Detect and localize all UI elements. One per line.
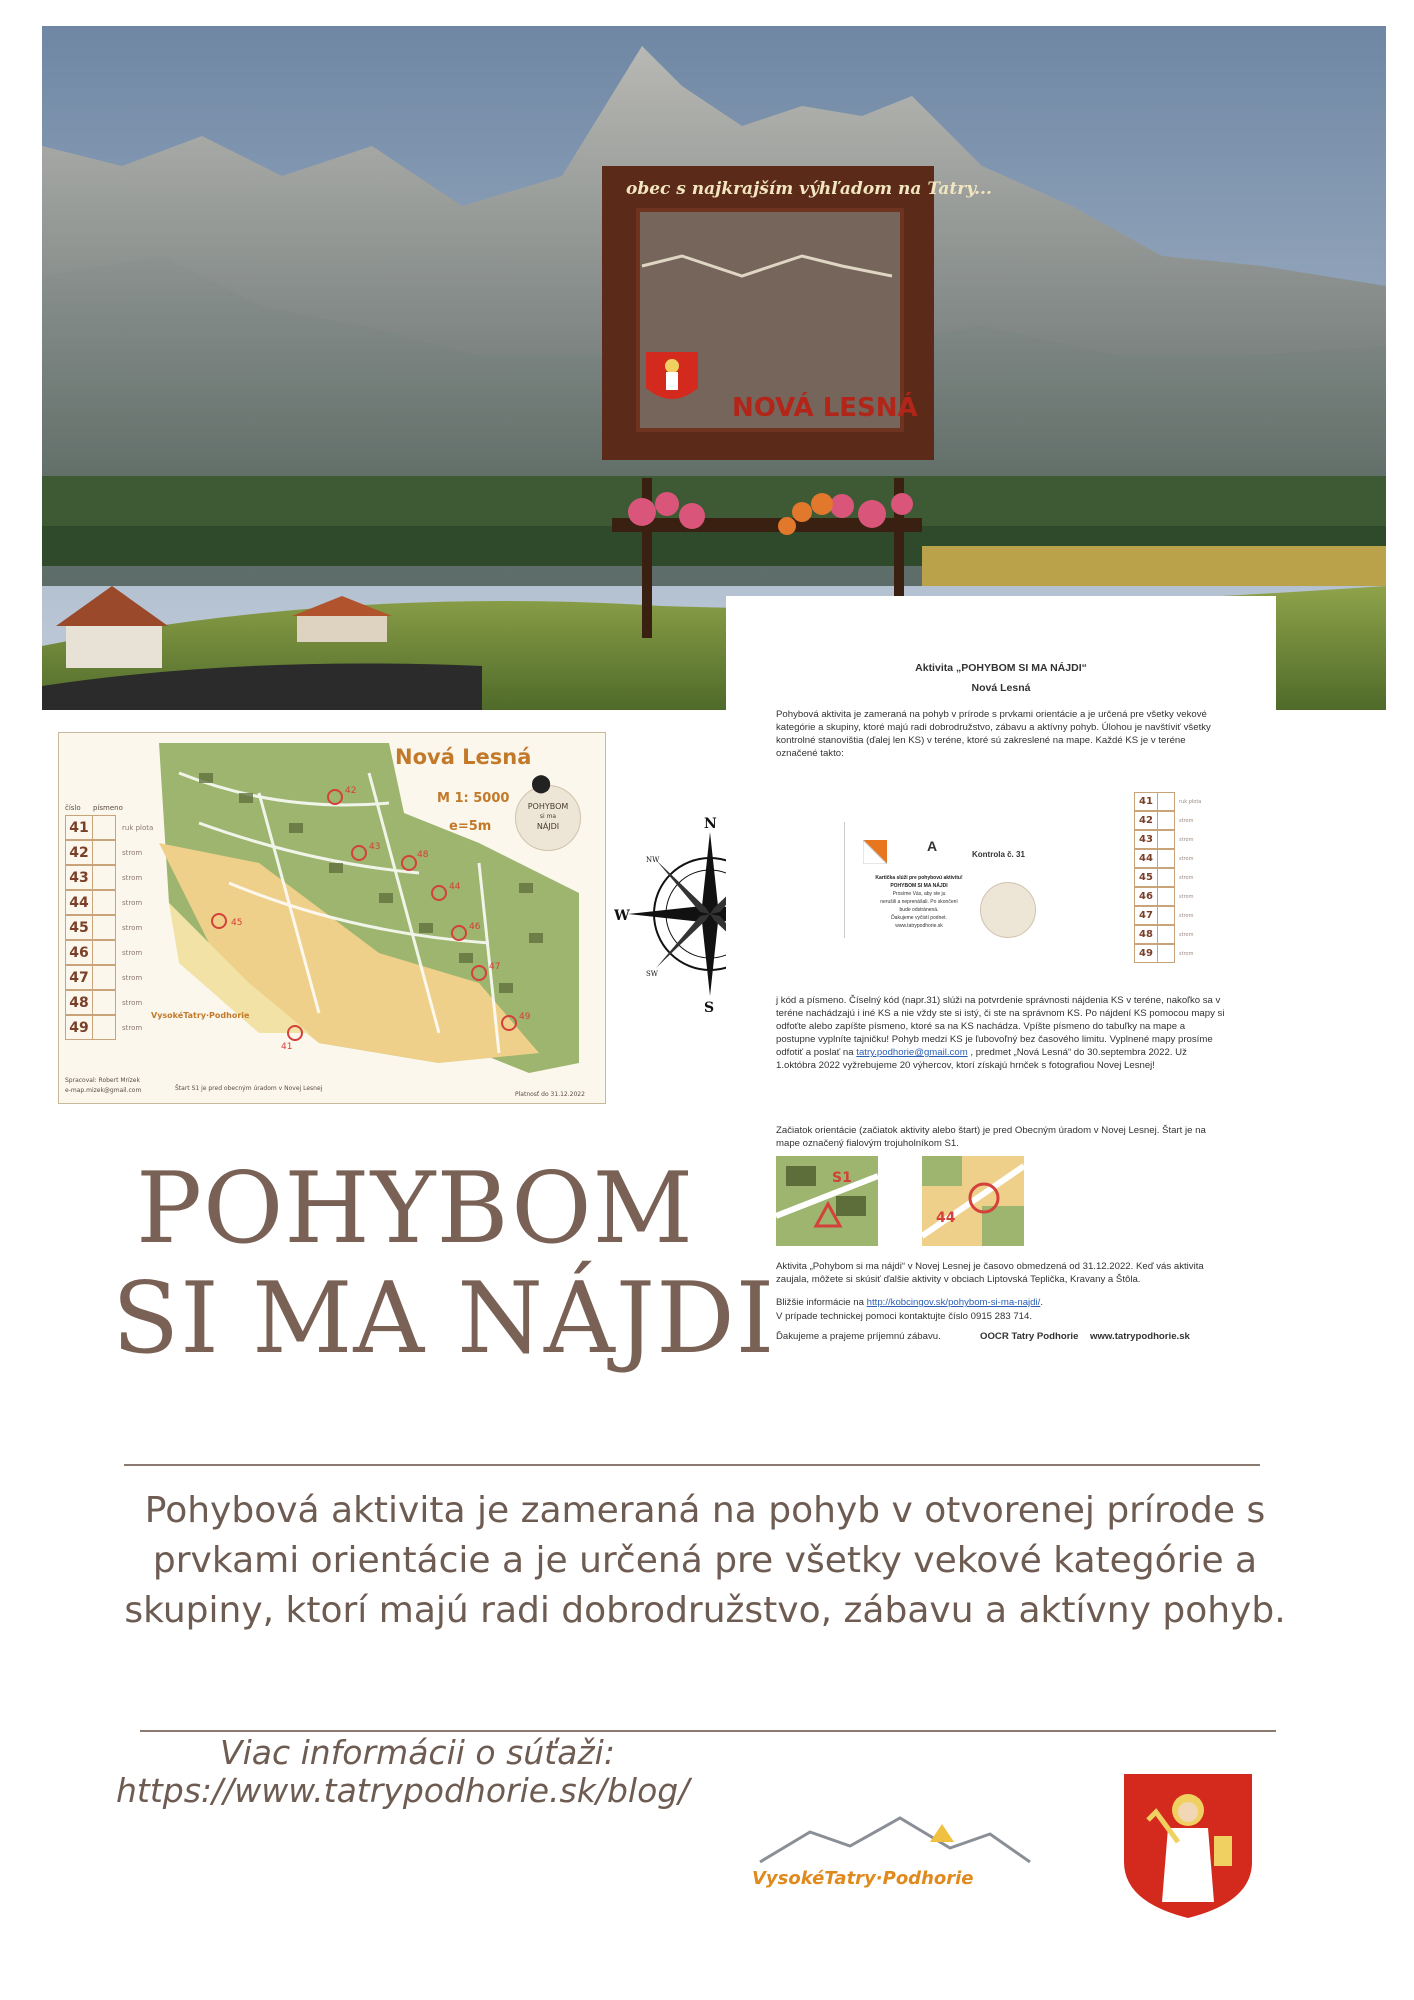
control-number: 49: [65, 1015, 93, 1040]
badge-line1: POHYBOM: [527, 802, 569, 811]
map-control-label: 44: [449, 882, 461, 892]
doc-control-number: 48: [1134, 925, 1158, 944]
control-description: ruk plota: [122, 823, 154, 832]
map-table-header-right: písmeno: [93, 804, 123, 812]
doc-table-row: [1134, 849, 1201, 868]
map-control-row: [65, 915, 153, 940]
doc-letter-box: [1158, 830, 1175, 849]
card-line2: POHYBOM SI MA NÁJDI: [890, 883, 948, 889]
map-control-row: [65, 890, 153, 915]
letter-box[interactable]: [93, 840, 116, 865]
control-number: 42: [65, 840, 93, 865]
map-control-row: [65, 1015, 153, 1040]
doc-email-link[interactable]: tatry.podhorie@gmail.com: [856, 1047, 968, 1058]
thumb2-label: 44: [936, 1210, 956, 1226]
map-table-header-left: číslo: [65, 804, 81, 812]
map-control-label: 43: [369, 842, 381, 852]
control-number: 43: [65, 865, 93, 890]
card-line1: Kartička slúži pre pohybovú aktivitu!: [875, 875, 963, 881]
doc-table-row: [1134, 811, 1201, 830]
divider-top: [124, 1464, 1260, 1466]
map-control-label: 42: [345, 786, 357, 796]
coat-of-arms-icon: [1122, 1772, 1254, 1920]
map-start-note: Štart S1 je pred obecným úradom v Novej Lesnej: [175, 1085, 323, 1092]
map-control-label: 45: [231, 918, 243, 928]
doc-letter-box: [1158, 906, 1175, 925]
card-line4: nerušili a neprenášali. Po skončení: [880, 899, 958, 905]
doc-control-number: 41: [1134, 792, 1158, 811]
sign-slogan: obec s najkrajším výhľadom na Tatry...: [626, 179, 992, 199]
control-description: strom: [122, 923, 143, 932]
map-control-row: [65, 865, 153, 890]
map-equidistance: e=5m: [449, 819, 492, 834]
doc-letter-box: [1158, 811, 1175, 830]
map-control-table: [65, 801, 153, 1040]
doc-letter-box: [1158, 925, 1175, 944]
doc-code-text: j kód a písmeno. Číselný kód (napr.31) slúži na potvrdenie správnosti nájdenia KS v teréne, nakoľko sa v teréne nachádzajú i iné KS a nie vždy ste si istý, či ste na správnom KS. Po nájdení KS pomocou mapy si odfoťte alebo zapíšte písmeno, ktoré sa na KS nachádza. Vpíšte písmeno do tabuľky na mape a postupne vyplníte tajničku! Pohyb medzi KS je ľubovoľný bez časového limitu. Vyplnené mapy prosíme odfotiť a poslať na tatry.podhorie@gmail.com , predmet „Nová Lesná“ do 30.septembra 2022. Už 1.októbra 2022 vyžrebujeme 20 výhercov, ktorí získajú hrnček s fotografiou Novej Lesnej!: [776, 995, 1225, 1071]
thumb1-label: S1: [832, 1170, 852, 1186]
divider-bottom: [140, 1730, 1276, 1732]
map-control-row: [65, 965, 153, 990]
doc-subtitle: Nová Lesná: [971, 682, 1031, 694]
orienteering-map: [58, 732, 606, 1104]
card-line6: Ďakujeme vyčistí podnet.: [891, 915, 947, 921]
doc-control-table: [1134, 792, 1201, 963]
map-title: Nová Lesná: [395, 745, 532, 769]
control-description: strom: [122, 873, 143, 882]
doc-start-thumbnail: [776, 1156, 878, 1246]
doc-badge: [980, 882, 1036, 938]
control-description: strom: [122, 848, 143, 857]
doc-table-row: [1134, 792, 1201, 811]
doc-table-row: [1134, 830, 1201, 849]
control-number: 41: [65, 815, 93, 840]
map-control-row: [65, 840, 153, 865]
map-control-label: 41: [281, 1042, 293, 1052]
doc-control-description: strom: [1179, 912, 1194, 919]
doc-letter-box: [1158, 792, 1175, 811]
map-control-label: 46: [469, 922, 481, 932]
letter-box[interactable]: [93, 915, 116, 940]
location-pin-icon: ⬤: [531, 773, 552, 794]
doc-letter-box: [1158, 849, 1175, 868]
control-description: strom: [122, 1023, 143, 1032]
lead-paragraph: Pohybová aktivita je zameraná na pohyb v otvorenej prírode s prvkami orientácie a je určená pre všetky vekové kategórie a skupiny, ktorí majú radi dobrodružstvo, zábavu a aktívny pohyb.: [124, 1490, 1286, 1631]
letter-box[interactable]: [93, 865, 116, 890]
doc-start-text: Začiatok orientácie (začiatok aktivity alebo štart) je pred Obecným úradom v Novej Lesnej. Štart je na mape označený fialovým trojuholníkom S1.: [776, 1125, 1206, 1149]
map-logo: VysokéTatry·Podhorie: [151, 1011, 250, 1020]
info-url[interactable]: https://www.tatrypodhorie.sk/blog/: [116, 1771, 690, 1810]
doc-control-thumbnail: [922, 1156, 1024, 1246]
doc-table-row: [1134, 887, 1201, 906]
map-control-row: [65, 815, 153, 840]
doc-control-number: 45: [1134, 868, 1158, 887]
card-line7: www.tatrypodhorie.sk: [895, 923, 943, 929]
sign-town-name: NOVÁ LESNÁ: [732, 393, 918, 423]
doc-control-number: 49: [1134, 944, 1158, 963]
compass-south-label: S: [704, 1000, 715, 1012]
vysoke-tatry-podhorie-logo: [750, 1812, 1040, 1902]
doc-control-number: 47: [1134, 906, 1158, 925]
map-author: Spracoval: Robert Mrízek: [65, 1077, 140, 1084]
card-line3: Prosíme Vás, aby ste ju: [892, 891, 946, 897]
doc-control-description: strom: [1179, 874, 1194, 881]
doc-letter-box: [1158, 887, 1175, 906]
doc-control-number: 43: [1134, 830, 1158, 849]
doc-intro: Pohybová aktivita je zameraná na pohyb v prírode s prvkami orientácie a je určená pre všetky vekové kategórie a skupiny, ktoré majú radi dobrodružstvo, zábavu a aktívny pohyb. Úlohou je navštíviť všetky kontrolné stanovištia (ďalej len KS) v teréne, ktoré sú zakreslené na mape. Každé KS je v teréne označené takto:: [776, 709, 1211, 759]
badge-line2: si ma: [539, 813, 557, 820]
letter-box[interactable]: [93, 815, 116, 840]
doc-tech-text: V prípade technickej pomoci kontaktujte číslo 0915 283 714.: [776, 1311, 1032, 1322]
map-scale: M 1: 5000: [437, 791, 510, 806]
doc-control-description: strom: [1179, 931, 1194, 938]
doc-thanks: Ďakujeme a prajeme príjemnú zábavu.: [776, 1331, 941, 1342]
info-block: [116, 1734, 689, 1810]
control-description: strom: [122, 998, 143, 1007]
doc-control-description: strom: [1179, 855, 1194, 862]
map-badge: [515, 785, 581, 851]
orienteering-flag-icon: [863, 840, 887, 864]
letter-box[interactable]: [93, 940, 116, 965]
compass-sw-label: SW: [646, 970, 658, 978]
compass-west-label: W: [614, 908, 630, 924]
doc-control-number: 42: [1134, 811, 1158, 830]
doc-control-number: 44: [1134, 849, 1158, 868]
doc-more-info: Bližšie informácie na http://kobcingov.sk/pohybom-si-ma-najdi/.: [776, 1297, 1043, 1308]
map-control-label: 49: [519, 1012, 531, 1022]
compass-nw-label: NW: [646, 856, 660, 864]
map-author-email: e-map.mizek@gmail.com: [65, 1087, 142, 1094]
doc-control-description: strom: [1179, 950, 1194, 957]
letter-box[interactable]: [93, 1015, 116, 1040]
map-control-row: [65, 940, 153, 965]
mountain-logo-icon: [750, 1812, 1040, 1872]
control-number: 45: [65, 915, 93, 940]
doc-org: OOCR Tatry Podhorie: [980, 1331, 1079, 1342]
map-control-label: 48: [417, 850, 429, 860]
control-number: 47: [65, 965, 93, 990]
doc-control-number: 46: [1134, 887, 1158, 906]
doc-table-row: [1134, 944, 1201, 963]
control-number: 48: [65, 990, 93, 1015]
card-line5: bude odstránená.: [899, 907, 939, 913]
compass-north-label: N: [704, 816, 717, 832]
map-control-label: 47: [489, 962, 501, 972]
page-title-line1: POHYBOM: [136, 1152, 694, 1266]
badge-line3: NÁJDI: [536, 822, 560, 831]
page-title-line2: SI MA NÁJDI: [112, 1262, 776, 1376]
letter-box[interactable]: [93, 965, 116, 990]
doc-letter-box: [1158, 944, 1175, 963]
doc-letter-box: [1158, 868, 1175, 887]
doc-limit-text: Aktivita „Pohybom si ma nájdi“ v Novej Lesnej je časovo obmedzená od 31.12.2022. Keď vás aktivita zaujala, môžete si skúsiť ďalšie aktivity v obciach Liptovská Teplička, Kravany a Štôla.: [776, 1261, 1204, 1285]
card-letter: A: [927, 838, 938, 854]
control-description: strom: [122, 973, 143, 982]
doc-control-description: strom: [1179, 836, 1194, 843]
doc-table-row: [1134, 868, 1201, 887]
doc-web: www.tatrypodhorie.sk: [1090, 1331, 1190, 1342]
doc-control-description: ruk plota: [1179, 798, 1202, 805]
doc-control-description: strom: [1179, 817, 1194, 824]
control-description: strom: [122, 948, 143, 957]
doc-table-row: [1134, 925, 1201, 944]
doc-table-row: [1134, 906, 1201, 925]
map-validity: Platnosť do 31.12.2022: [515, 1091, 585, 1098]
letter-box[interactable]: [93, 890, 116, 915]
card-control-number: Kontrola č. 31: [972, 850, 1025, 859]
footer-logo-text: VysokéTatry·Podhorie: [752, 1868, 974, 1889]
info-label: Viac informácii o súťaži:: [220, 1733, 615, 1772]
activity-document: [726, 596, 1276, 1386]
letter-box[interactable]: [93, 990, 116, 1015]
control-description: strom: [122, 898, 143, 907]
doc-title: Aktivita „POHYBOM SI MA NÁJDI“: [915, 662, 1087, 674]
doc-control-description: strom: [1179, 893, 1194, 900]
control-number: 46: [65, 940, 93, 965]
doc-more-link[interactable]: http://kobcingov.sk/pohybom-si-ma-najdi/: [866, 1297, 1041, 1308]
map-control-row: [65, 990, 153, 1015]
control-number: 44: [65, 890, 93, 915]
